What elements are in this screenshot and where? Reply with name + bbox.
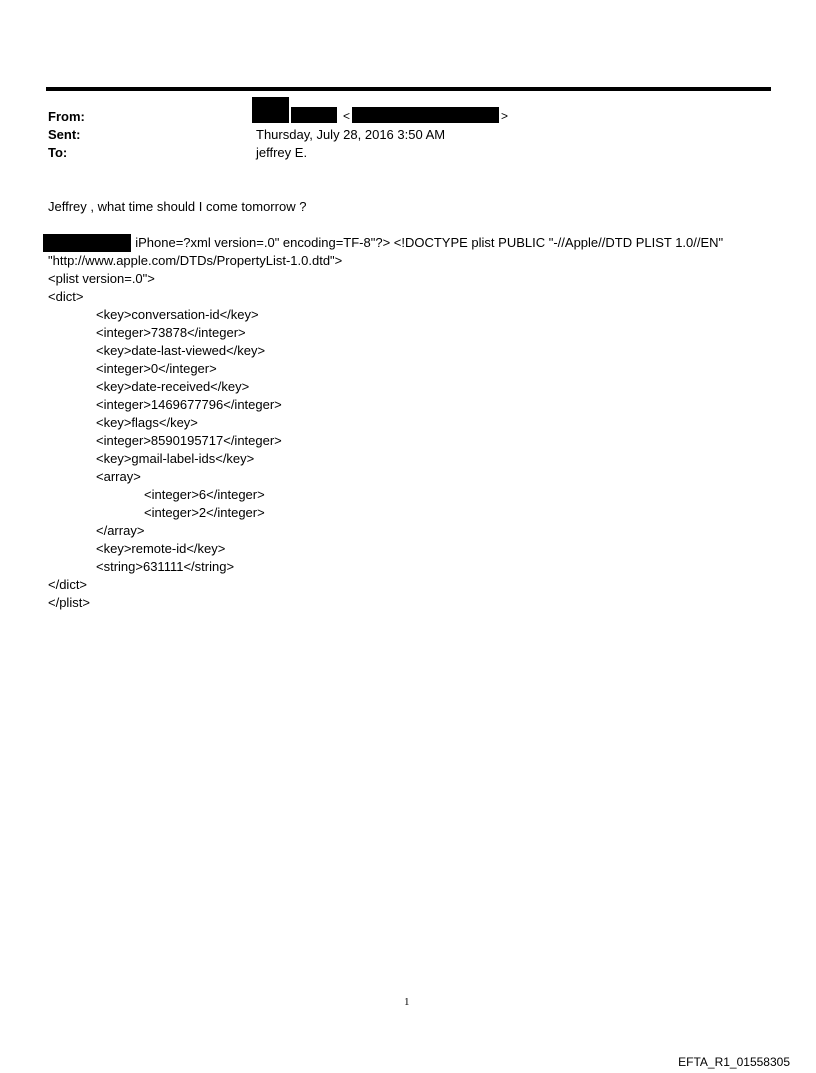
redaction-block [291, 107, 337, 123]
plist-line: <key>conversation-id</key> [96, 307, 259, 322]
plist-line: <key>gmail-label-ids</key> [96, 451, 255, 466]
plist-line: <integer>2</integer> [144, 505, 265, 520]
plist-line: <integer>8590195717</integer> [96, 433, 282, 448]
plist-line: <plist version=.0"> [48, 271, 155, 286]
plist-line: <dict> [48, 289, 84, 304]
plist-line: </dict> [48, 577, 88, 592]
plist-line: <array> [96, 469, 141, 484]
redaction-block [43, 234, 131, 252]
page-number: 1 [404, 996, 410, 1008]
from-open-bracket: < [343, 109, 351, 123]
from-close-bracket: > [501, 109, 509, 123]
plist-line: <string>631111</string> [96, 559, 235, 574]
to-label: To: [48, 145, 68, 160]
plist-line: <integer>0</integer> [96, 361, 217, 376]
plist-line: <key>date-received</key> [96, 379, 250, 394]
message-text: Jeffrey , what time should I come tomorrow ? [48, 199, 307, 214]
redaction-block [252, 97, 289, 123]
plist-line: <integer>1469677796</integer> [96, 397, 282, 412]
plist-line: <integer>73878</integer> [96, 325, 246, 340]
sent-value: Thursday, July 28, 2016 3:50 AM [256, 127, 446, 142]
sent-label: Sent: [48, 127, 81, 142]
plist-line: <key>remote-id</key> [96, 541, 226, 556]
header-rule [46, 87, 771, 91]
plist-line: "http://www.apple.com/DTDs/PropertyList-1.0.dtd"> [48, 253, 343, 268]
plist-line: <integer>6</integer> [144, 487, 265, 502]
plist-line: </array> [96, 523, 145, 538]
plist-line: <key>date-last-viewed</key> [96, 343, 266, 358]
redaction-block [352, 107, 499, 123]
to-value: jeffrey E. [256, 145, 308, 160]
from-label: From: [48, 109, 85, 124]
plist-line: <key>flags</key> [96, 415, 198, 430]
bates-number: EFTA_R1_01558305 [678, 1055, 790, 1069]
plist-line: : iPhone=?xml version=.0" encoding=TF-8"?> <!DOCTYPE plist PUBLIC "-//Apple//DTD PLIST 1.0//EN" [128, 235, 724, 250]
plist-line: </plist> [48, 595, 90, 610]
